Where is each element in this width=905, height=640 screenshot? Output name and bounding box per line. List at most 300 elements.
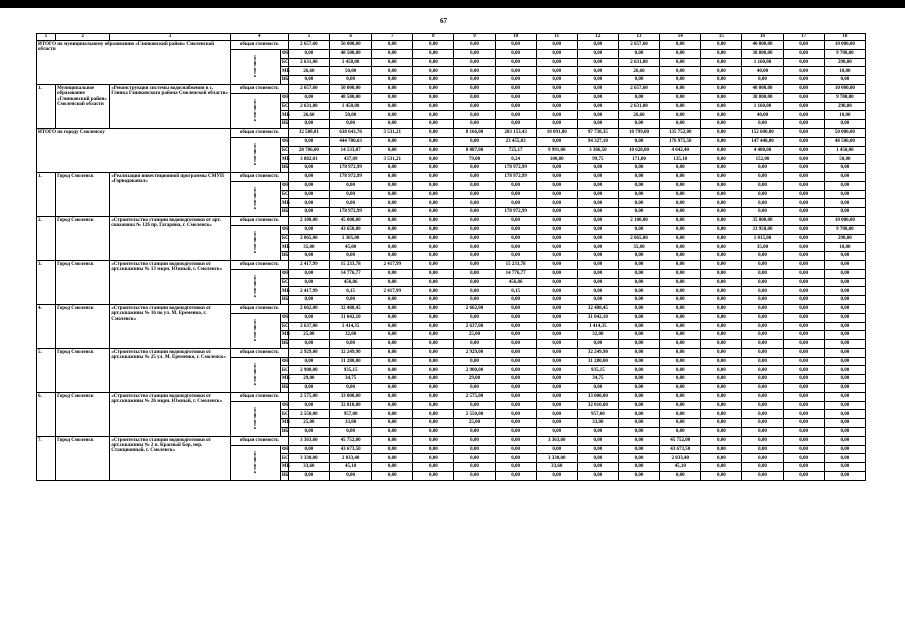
value-cell: 0,00 [372,357,413,366]
value-cell: 0,00 [824,384,865,393]
value-cell: 0,00 [495,445,536,454]
value-cell: 0,00 [372,445,413,454]
value-cell: 0,00 [742,472,783,481]
value-cell: 0,00 [454,296,495,305]
value-cell: 0,00 [742,331,783,340]
value-cell: 0,00 [618,287,659,296]
value-cell: 0,00 [824,304,865,313]
value-cell: 0,00 [701,93,742,102]
value-cell: 0,00 [536,313,577,322]
value-cell: 0,00 [454,472,495,481]
value-cell: 0,00 [824,428,865,437]
value-cell: 0,00 [824,357,865,366]
table-row [37,436,866,445]
value-cell: 0,00 [495,436,536,445]
total-label: общая стоимость [230,128,288,137]
value-cell: 35,00 [618,243,659,252]
header-cell: 10 [495,34,536,41]
value-cell: 0,00 [495,375,536,384]
source-label: ВБ [280,428,288,437]
value-cell: 14 533,07 [330,146,372,155]
value-cell: 0,00 [495,340,536,349]
value-cell: 0,00 [454,111,495,120]
source-label: ВБ [280,76,288,85]
value-cell: 0,00 [454,41,495,50]
value-cell: 0,00 [701,49,742,58]
value-cell: 0,00 [495,313,536,322]
total-label: общая стоимость [230,172,288,181]
value-cell: 0,00 [701,472,742,481]
value-cell: 0,00 [495,331,536,340]
value-cell: 3 330,00 [536,454,577,463]
value-cell: 0,00 [618,269,659,278]
value-cell: 0,00 [618,190,659,199]
value-cell: 48 500,00 [330,93,372,102]
value-cell: 2 033,40 [330,454,372,463]
item-number: 1. [37,84,56,128]
source-label: БС [280,190,288,199]
value-cell: 32 249,90 [577,348,618,357]
value-cell: 0,00 [536,225,577,234]
value-cell: 0,00 [288,137,329,146]
header-cell: 7 [372,34,413,41]
value-cell: 33 000,00 [330,392,372,401]
value-cell: 0,00 [495,366,536,375]
value-cell: 2 065,00 [288,234,329,243]
value-cell: 0,00 [577,208,618,217]
value-cell: 32 249,90 [330,348,372,357]
value-cell: 0,00 [824,331,865,340]
value-cell: 0,00 [372,146,413,155]
value-cell: 178 972,99 [330,164,372,173]
value-cell: 0,00 [660,111,701,120]
value-cell: 0,00 [495,181,536,190]
value-cell: 0,00 [372,454,413,463]
value-cell: 0,00 [701,137,742,146]
value-cell: 290,00 [824,58,865,67]
value-cell: 0,00 [372,49,413,58]
value-cell: 0,00 [372,67,413,76]
value-cell: 1 414,35 [330,322,372,331]
value-cell: 0,00 [660,384,701,393]
value-cell: 0,00 [783,155,824,164]
value-cell: 0,00 [536,172,577,181]
value-cell: 50,00 [824,155,865,164]
value-cell: 0,00 [330,340,372,349]
value-cell: 171,00 [618,155,659,164]
value-cell: 2 662,00 [288,304,329,313]
value-cell: 0,00 [742,199,783,208]
value-cell: 0,00 [495,41,536,50]
value-cell: 0,00 [783,181,824,190]
value-cell: 0,00 [618,137,659,146]
value-cell: 178 972,99 [495,164,536,173]
value-cell: 0,00 [454,84,495,93]
value-cell: 0,00 [495,120,536,129]
value-cell: 0,00 [495,384,536,393]
value-cell: 0,15 [495,287,536,296]
value-cell: 2 100,00 [618,216,659,225]
value-cell: 0,00 [660,331,701,340]
value-cell: 0,00 [372,410,413,419]
header-cell: 8 [413,34,454,41]
table-row [37,41,866,50]
value-cell: 0,00 [413,146,454,155]
item-description: «Строительство станции водоподготовки от арт. скважины № 12б пр. Гагарина, г. Смоленск» [110,216,230,260]
value-cell: 0,00 [824,410,865,419]
value-cell: 0,00 [372,120,413,129]
value-cell: 33 950,00 [742,225,783,234]
value-cell: 0,00 [288,164,329,173]
value-cell: 0,00 [330,384,372,393]
incl-label-cell [230,181,280,216]
value-cell: 0,00 [618,357,659,366]
value-cell: 0,00 [413,84,454,93]
value-cell: 0,24 [495,155,536,164]
value-cell: 0,00 [413,296,454,305]
value-cell: 0,00 [454,428,495,437]
value-cell: 0,00 [701,58,742,67]
value-cell: 32,00 [330,331,372,340]
value-cell: 0,00 [701,278,742,287]
value-cell: 2 065,00 [618,234,659,243]
incl-label-cell [230,93,280,128]
value-cell: 0,00 [372,296,413,305]
value-cell: 0,00 [372,190,413,199]
value-cell: 0,00 [413,67,454,76]
value-cell: 0,00 [372,41,413,50]
value-cell: 0,00 [495,472,536,481]
value-cell: 0,00 [824,76,865,85]
value-cell: 0,00 [577,58,618,67]
value-cell: 0,00 [701,164,742,173]
value-cell: 0,00 [372,428,413,437]
value-cell: 0,00 [577,428,618,437]
value-cell: 45 752,00 [660,436,701,445]
value-cell: 0,00 [660,428,701,437]
value-cell: 0,00 [288,190,329,199]
value-cell: 0,00 [824,375,865,384]
value-cell: 0,00 [372,225,413,234]
value-cell: 0,00 [660,93,701,102]
value-cell: 0,00 [413,384,454,393]
value-cell: 0,00 [577,164,618,173]
value-cell: 0,00 [288,357,329,366]
value-cell: 94 327,10 [577,137,618,146]
value-cell: 0,00 [742,120,783,129]
value-cell: 0,00 [618,331,659,340]
value-cell: 0,00 [413,216,454,225]
value-cell: 0,00 [413,436,454,445]
value-cell: 0,00 [372,84,413,93]
total-label: общая стоимость [230,436,288,445]
value-cell: 0,00 [372,76,413,85]
value-cell: 0,00 [413,137,454,146]
value-cell: 99,75 [577,155,618,164]
value-cell: 0,00 [330,252,372,261]
value-cell: 203 153,43 [495,128,536,137]
total-label: общая стоимость [230,84,288,93]
value-cell: 0,00 [824,164,865,173]
value-cell: 0,00 [536,41,577,50]
header-cell: 4 [230,34,288,41]
value-cell: 14 776,77 [330,269,372,278]
incl-label-cell [230,269,280,304]
value-cell: 0,00 [372,181,413,190]
value-cell: 34,75 [577,375,618,384]
value-cell: 8 166,00 [454,128,495,137]
value-cell: 0,00 [783,392,824,401]
value-cell: 0,00 [536,49,577,58]
value-cell: 26,60 [618,111,659,120]
value-cell: 0,00 [660,375,701,384]
value-cell: 0,00 [742,322,783,331]
value-cell: 2 900,00 [288,366,329,375]
source-label: ФБ [280,445,288,454]
value-cell: 35,00 [742,243,783,252]
value-cell: 0,00 [454,67,495,76]
value-cell: 0,00 [618,181,659,190]
budget-table [36,33,866,481]
value-cell: 0,00 [454,76,495,85]
source-label: ВБ [280,252,288,261]
value-cell: 32 010,00 [330,401,372,410]
value-cell: 0,00 [701,120,742,129]
value-cell: 0,00 [618,454,659,463]
value-cell: 43 673,50 [330,445,372,454]
table-body [37,34,866,481]
value-cell: 0,00 [413,128,454,137]
value-cell: 0,00 [701,322,742,331]
item-city: Город Смоленск [56,216,110,260]
total-title: ИТОГО по городу Смоленску [37,128,231,172]
value-cell: 0,00 [454,216,495,225]
value-cell: 0,00 [536,252,577,261]
value-cell: 0,00 [618,348,659,357]
value-cell: 1 160,00 [742,58,783,67]
source-label: ВБ [280,120,288,129]
value-cell: 0,00 [783,331,824,340]
value-cell: 0,00 [454,120,495,129]
value-cell: 0,00 [824,181,865,190]
value-cell: 0,00 [577,199,618,208]
source-label: БС [280,454,288,463]
value-cell: 0,00 [288,93,329,102]
value-cell: 10 000,00 [824,84,865,93]
value-cell: 0,00 [701,190,742,199]
value-cell: 0,00 [330,428,372,437]
value-cell: 0,00 [577,76,618,85]
value-cell: 0,00 [660,252,701,261]
value-cell: 0,00 [577,278,618,287]
value-cell: 444 700,63 [330,137,372,146]
value-cell: 0,00 [495,454,536,463]
value-cell: 0,00 [372,243,413,252]
value-cell: 0,00 [495,84,536,93]
table-row [37,348,866,357]
value-cell: 0,00 [536,357,577,366]
value-cell: 0,00 [330,76,372,85]
value-cell: 0,00 [495,225,536,234]
value-cell: 0,00 [742,419,783,428]
item-description: «Строительство станции водоподготовки от арт.скважины № 13 мкрн. Южный, г. Смоленск» [110,260,230,304]
value-cell: 0,00 [618,296,659,305]
table-row [37,304,866,313]
value-cell: 0,00 [495,111,536,120]
value-cell: 40 000,00 [742,41,783,50]
source-label: ФБ [280,313,288,322]
incl-label: в том числе: [252,230,258,254]
value-cell: 0,00 [701,252,742,261]
value-cell: 0,00 [454,190,495,199]
value-cell: 0,00 [701,366,742,375]
value-cell: 0,00 [618,428,659,437]
value-cell: 0,00 [783,296,824,305]
value-cell: 0,00 [577,67,618,76]
incl-label: в том числе: [252,450,258,474]
source-label: МБ [280,419,288,428]
value-cell: 135,10 [660,155,701,164]
source-label: БС [280,410,288,419]
value-cell: 38 800,00 [742,93,783,102]
value-cell: 0,00 [783,357,824,366]
value-cell: 0,00 [536,392,577,401]
value-cell: 0,00 [783,164,824,173]
value-cell: 0,00 [742,208,783,217]
value-cell: 0,00 [495,428,536,437]
value-cell: 0,00 [742,348,783,357]
value-cell: 15 233,78 [495,260,536,269]
value-cell: 0,00 [824,392,865,401]
value-cell: 0,00 [536,287,577,296]
value-cell: 40,00 [742,111,783,120]
value-cell: 0,00 [824,190,865,199]
value-cell: 0,00 [288,120,329,129]
item-city: Муниципальное образование «Глинковский район» Смоленской области [56,84,110,128]
value-cell: 10 000,00 [824,216,865,225]
value-cell: 437,09 [330,155,372,164]
value-cell: 0,00 [742,296,783,305]
value-cell: 0,00 [330,199,372,208]
value-cell: 0,00 [618,208,659,217]
value-cell: 0,00 [618,322,659,331]
value-cell: 0,00 [783,401,824,410]
value-cell: 48 500,00 [330,49,372,58]
header-cell: 3 [110,34,230,41]
value-cell: 45,10 [330,463,372,472]
value-cell: 0,00 [577,172,618,181]
value-cell: 0,00 [454,58,495,67]
value-cell: 0,00 [783,190,824,199]
incl-label: в том числе: [252,98,258,122]
value-cell: 0,00 [701,199,742,208]
value-cell: 0,00 [618,366,659,375]
value-cell: 0,00 [372,348,413,357]
value-cell: 0,00 [618,260,659,269]
value-cell: 0,00 [454,208,495,217]
item-description: «Реализация инвестиционной программы СМУП «Горводоканал» [110,172,230,216]
value-cell: 0,00 [660,401,701,410]
item-number: 4. [37,304,56,348]
value-cell: 0,00 [372,111,413,120]
value-cell: 0,00 [413,428,454,437]
value-cell: 0,00 [577,463,618,472]
value-cell: 0,00 [783,120,824,129]
value-cell: 0,00 [742,366,783,375]
value-cell: 0,00 [783,260,824,269]
value-cell: 0,00 [577,93,618,102]
value-cell: 10 799,00 [618,128,659,137]
value-cell: 0,00 [701,102,742,111]
value-cell: 0,00 [413,375,454,384]
value-cell: 0,00 [454,252,495,261]
value-cell: 0,00 [660,357,701,366]
value-cell: 2 631,00 [618,102,659,111]
header-cell: 16 [742,34,783,41]
value-cell: 0,00 [372,102,413,111]
value-cell: 0,00 [701,243,742,252]
value-cell: 0,00 [660,366,701,375]
value-cell: 2 417,99 [372,260,413,269]
item-city: Город Смоленск [56,392,110,436]
item-description: «Строительство станции водоподготовки от арт.скважины № 2 п. Красный Бор, пер. Станционный, г. Смоленск» [110,436,230,480]
value-cell: 0,00 [413,304,454,313]
source-label: ФБ [280,49,288,58]
value-cell: 0,00 [288,199,329,208]
value-cell: 0,00 [536,340,577,349]
value-cell: 0,00 [577,181,618,190]
total-label: общая стоимость [230,304,288,313]
value-cell: 0,00 [618,410,659,419]
header-cell: 14 [660,34,701,41]
value-cell: 2 575,00 [454,392,495,401]
source-label: БС [280,234,288,243]
value-cell: 0,00 [413,41,454,50]
value-cell: 0,00 [618,436,659,445]
value-cell: 0,00 [783,252,824,261]
incl-label-cell [230,225,280,260]
value-cell: 0,00 [742,269,783,278]
value-cell: 0,00 [454,454,495,463]
value-cell: 0,00 [577,84,618,93]
value-cell: 0,00 [288,296,329,305]
value-cell: 29,00 [454,375,495,384]
value-cell: 0,00 [536,384,577,393]
value-cell: 79,00 [454,155,495,164]
value-cell: 0,00 [372,472,413,481]
value-cell: 0,00 [495,93,536,102]
value-cell: 0,00 [824,199,865,208]
value-cell: 0,00 [783,322,824,331]
value-cell: 0,00 [413,243,454,252]
item-description: «Реконструкция системы водоснабжения в с. Глинка Глинковского района Смоленской области» [110,84,230,128]
value-cell: 0,00 [783,410,824,419]
value-cell: 26,60 [288,67,329,76]
value-cell: 4 408,00 [742,146,783,155]
value-cell: 0,00 [660,322,701,331]
value-cell: 0,00 [577,225,618,234]
value-cell: 0,00 [372,436,413,445]
value-cell: 0,00 [454,340,495,349]
value-cell: 0,00 [577,111,618,120]
value-cell: 0,00 [783,111,824,120]
value-cell: 0,00 [536,348,577,357]
value-cell: 43 650,00 [330,225,372,234]
value-cell: 0,00 [413,445,454,454]
value-cell: 33,60 [536,463,577,472]
value-cell: 0,00 [660,392,701,401]
value-cell: 0,00 [660,313,701,322]
